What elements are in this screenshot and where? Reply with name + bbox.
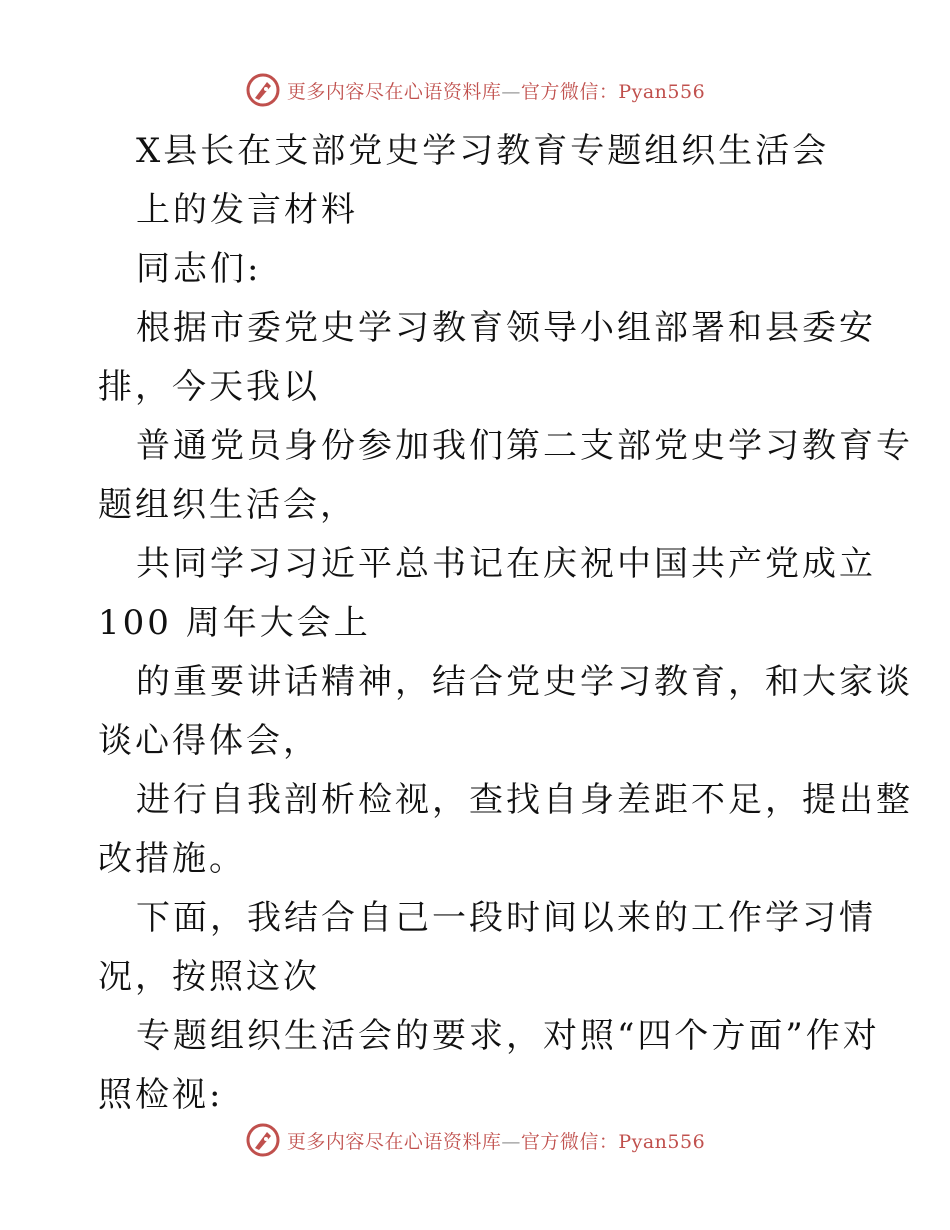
text-line: 的重要讲话精神，结合党史学习教育，和大家谈 xyxy=(136,662,913,702)
document-body xyxy=(98,122,913,1125)
text-line: 普通党员身份参加我们第二支部党史学习教育专 xyxy=(136,426,913,466)
footer-banner xyxy=(0,1120,950,1160)
text-line: 根据市委党史学习教育领导小组部署和县委安 xyxy=(136,308,876,348)
text-line: 专题组织生活会的要求，对照“四个方面”作对 xyxy=(136,1016,880,1056)
text-line: 排，今天我以 xyxy=(98,367,320,407)
text-line: 改措施。 xyxy=(98,839,246,879)
text-line: 谈心得体会， xyxy=(98,721,320,761)
text-line: 同志们: xyxy=(136,249,262,289)
pen-nib-logo-icon xyxy=(245,1122,281,1158)
text-line: X县长在支部党史学习教育专题组织生活会 xyxy=(136,131,830,171)
text-line: 进行自我剖析检视，查找自身差距不足，提出整 xyxy=(136,780,913,820)
header-banner xyxy=(0,70,950,110)
text-line: 照检视: xyxy=(98,1075,224,1115)
banner-text: 更多内容尽在心语资料库—官方微信：Pyan556 xyxy=(286,80,706,103)
banner-text: 更多内容尽在心语资料库—官方微信：Pyan556 xyxy=(286,1130,706,1153)
pen-nib-logo-icon xyxy=(245,72,281,108)
text-line: 上的发言材料 xyxy=(136,190,358,230)
text-line: 题组织生活会， xyxy=(98,485,357,525)
text-line: 况，按照这次 xyxy=(98,957,320,997)
text-line: 共同学习习近平总书记在庆祝中国共产党成立 xyxy=(136,544,876,584)
text-line: 下面，我结合自己一段时间以来的工作学习情 xyxy=(136,898,876,938)
text-line: 100 周年大会上 xyxy=(98,603,371,643)
